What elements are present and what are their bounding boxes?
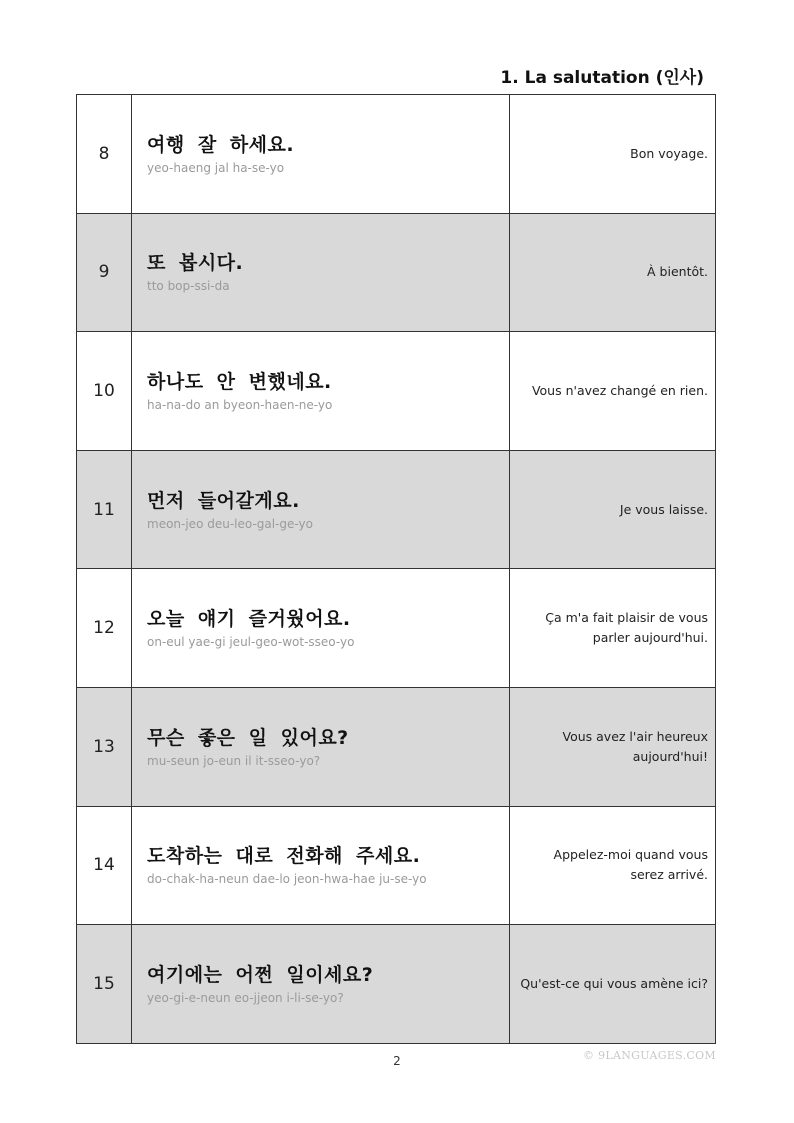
french-translation: Vous n'avez changé en rien. bbox=[531, 382, 708, 398]
romanization: mu-seun jo-eun il it-sseo-yo? bbox=[147, 753, 321, 768]
french-cell bbox=[510, 95, 715, 213]
french-translation: À bientôt. bbox=[647, 264, 708, 280]
french-translation: Vous avez l'air heureux aujourd'hui! bbox=[562, 728, 708, 764]
row-number: 8 bbox=[77, 95, 132, 213]
romanization: yeo-haeng jal ha-se-yo bbox=[147, 160, 285, 175]
table-row bbox=[77, 925, 715, 1044]
korean-cell bbox=[132, 95, 510, 213]
row-number: 11 bbox=[77, 451, 132, 569]
romanization: on-eul yae-gi jeul-geo-wot-sseo-yo bbox=[147, 635, 355, 650]
phrase-table bbox=[76, 94, 716, 1044]
romanization: yeo-gi-e-neun eo-jjeon i-li-se-yo? bbox=[147, 990, 344, 1005]
french-translation: Qu'est-ce qui vous amène ici? bbox=[520, 975, 708, 991]
french-cell bbox=[510, 688, 715, 806]
korean-cell bbox=[132, 807, 510, 925]
french-cell bbox=[510, 925, 715, 1043]
table-row bbox=[77, 332, 715, 451]
row-number: 10 bbox=[77, 332, 132, 450]
table-row bbox=[77, 569, 715, 688]
french-translation: Ça m'a fait plaisir de vous parler aujourd'hui. bbox=[545, 610, 708, 646]
row-number: 9 bbox=[77, 214, 132, 332]
table-row bbox=[77, 451, 715, 570]
page-number: 2 bbox=[393, 1054, 401, 1068]
french-cell bbox=[510, 332, 715, 450]
korean-phrase: 하나도 안 변했네요. bbox=[147, 370, 332, 393]
french-translation: Appelez-moi quand vous serez arrivé. bbox=[553, 847, 708, 883]
korean-phrase: 무슨 좋은 일 있어요? bbox=[147, 726, 349, 749]
french-cell bbox=[510, 807, 715, 925]
korean-phrase: 여행 잘 하세요. bbox=[147, 133, 295, 156]
page-title: 1. La salutation (인사) bbox=[500, 68, 704, 88]
table-row bbox=[77, 688, 715, 807]
table-row bbox=[77, 807, 715, 926]
romanization: do-chak-ha-neun dae-lo jeon-hwa-hae ju-se-yo bbox=[147, 872, 427, 887]
korean-phrase: 여기에는 어쩐 일이세요? bbox=[147, 963, 374, 986]
korean-phrase: 먼저 들어갈게요. bbox=[147, 489, 300, 512]
korean-cell bbox=[132, 569, 510, 687]
korean-phrase: 오늘 얘기 즐거웠어요. bbox=[147, 608, 351, 631]
french-cell bbox=[510, 451, 715, 569]
korean-phrase: 또 봅시다. bbox=[147, 252, 244, 275]
romanization: ha-na-do an byeon-haen-ne-yo bbox=[147, 397, 333, 412]
french-translation: Bon voyage. bbox=[630, 145, 708, 161]
french-cell bbox=[510, 214, 715, 332]
korean-cell bbox=[132, 925, 510, 1043]
row-number: 13 bbox=[77, 688, 132, 806]
romanization: tto bop-ssi-da bbox=[147, 279, 230, 294]
korean-cell bbox=[132, 214, 510, 332]
romanization: meon-jeo deu-leo-gal-ge-yo bbox=[147, 516, 313, 531]
copyright-watermark: © 9LANGUAGES.COM bbox=[583, 1049, 716, 1062]
korean-phrase: 도착하는 대로 전화해 주세요. bbox=[147, 845, 421, 868]
table-row bbox=[77, 95, 715, 214]
table-row bbox=[77, 214, 715, 333]
row-number: 12 bbox=[77, 569, 132, 687]
french-cell bbox=[510, 569, 715, 687]
french-translation: Je vous laisse. bbox=[619, 501, 708, 517]
korean-cell bbox=[132, 688, 510, 806]
row-number: 14 bbox=[77, 807, 132, 925]
korean-cell bbox=[132, 451, 510, 569]
korean-cell bbox=[132, 332, 510, 450]
row-number: 15 bbox=[77, 925, 132, 1043]
